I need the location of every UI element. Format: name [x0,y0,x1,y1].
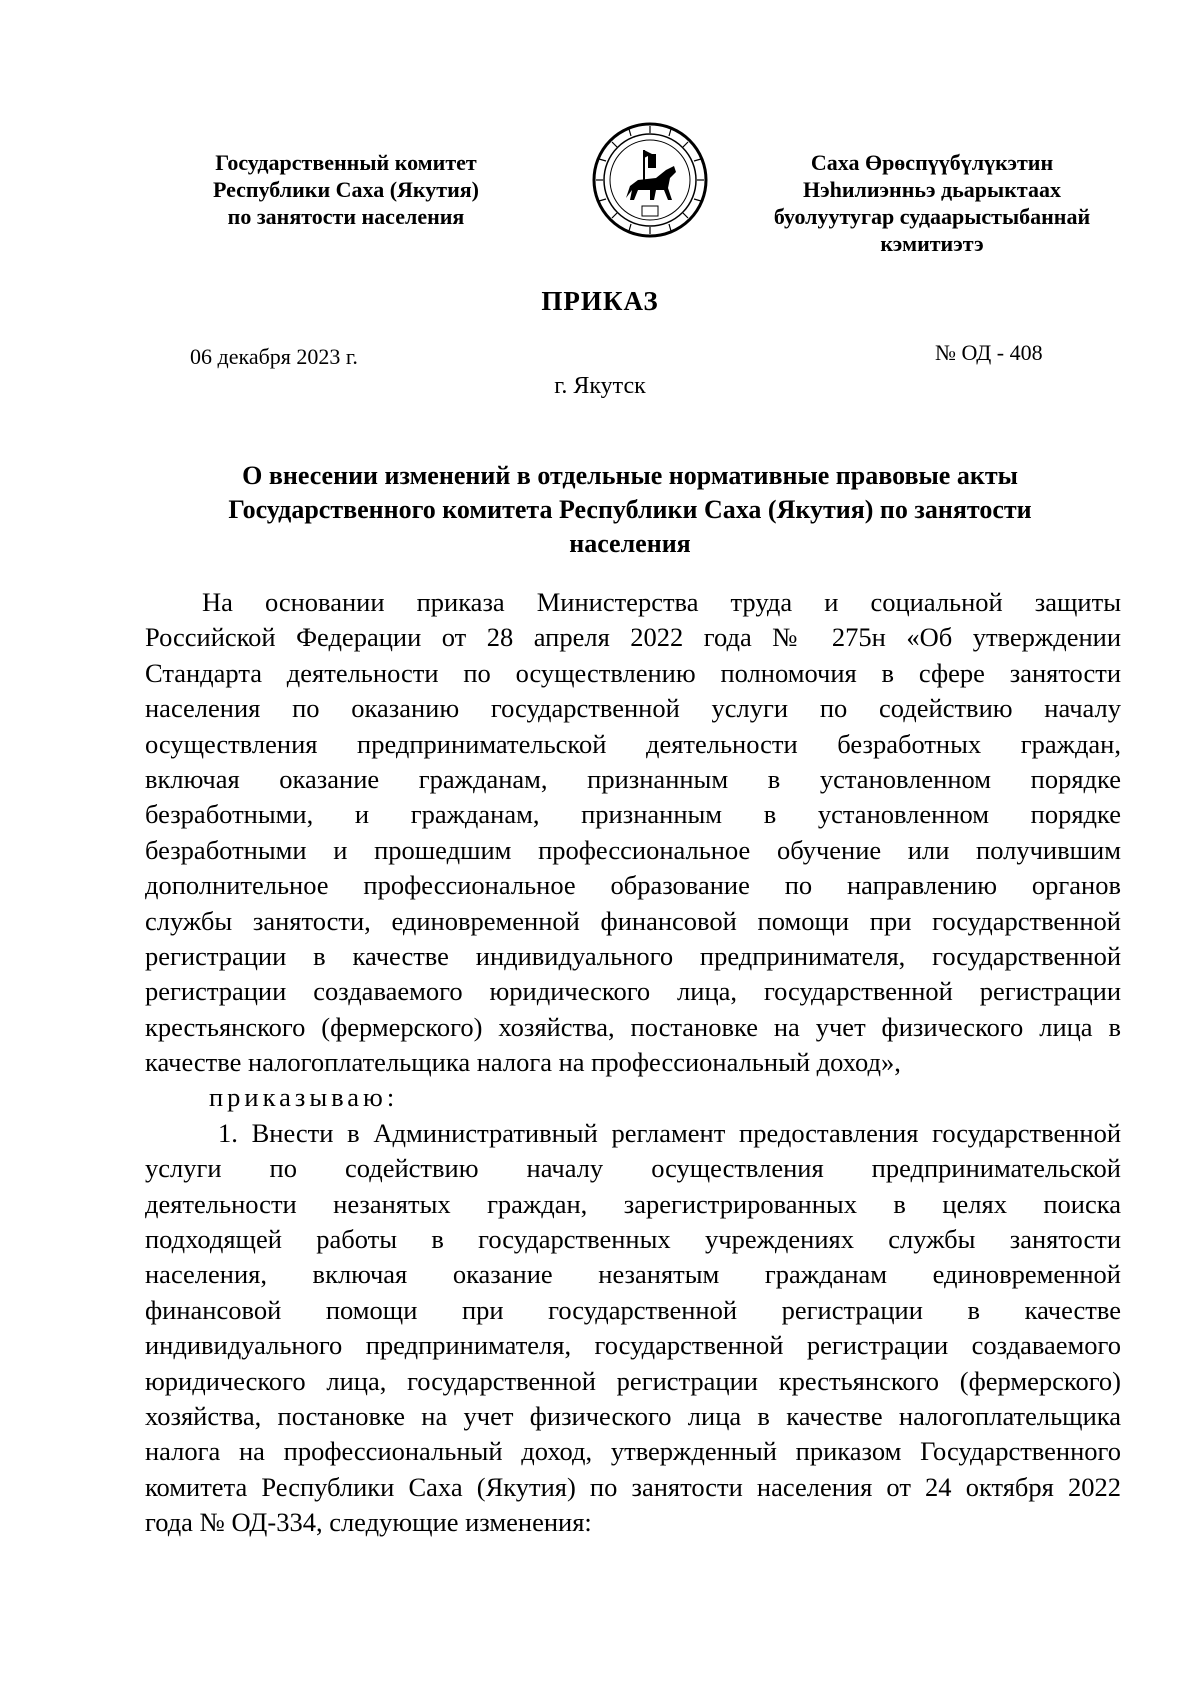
item-line: 1. Внести в Административный регламент предоставления государственной [218,1117,1121,1148]
preamble-line: безработными и прошедшим профессиональное обучение или получившим [145,834,1121,865]
issuer-name-russian [196,149,496,230]
item-line: индивидуального предпринимателя, государственной регистрации создаваемого [145,1330,1121,1361]
preamble-line: населения по оказанию государственной услуги по содействию началу [145,693,1121,724]
document-body [145,585,1121,1541]
preamble-line: Российской Федерации от 28 апреля 2022 года № 275н «Об утверждении [145,622,1121,653]
preamble-line: безработными, и гражданам, признанным в установленном порядке [145,799,1121,830]
document-heading [140,459,1120,561]
heading-line: Государственного комитета Республики Саха (Якутия) по занятости [228,495,1032,524]
item-line: деятельности незанятых граждан, зарегистрированных в целях поиска [145,1188,1121,1219]
issuer-line: Саха Өрөспүүбүлүкэтин [810,150,1054,175]
issuer-line: кэмитиэтэ [880,231,984,256]
item-line: подходящей работы в государственных учреждениях службы занятости [145,1224,1121,1255]
item-line: комитета Республики Саха (Якутия) по занятости населения от 24 октября 2022 [145,1471,1121,1502]
order-city: г. Якутск [554,373,646,399]
preamble-line: Стандарта деятельности по осуществлению полномочия в сфере занятости [145,657,1121,688]
preamble-line: крестьянского (фермерского) хозяйства, постановке на учет физического лица в [145,1011,1121,1042]
issuer-line: по занятости населения [227,204,465,229]
issuer-line: Нэһилиэнньэ дьарыктаах [803,177,1061,202]
document-type-title: ПРИКАЗ [541,286,659,316]
item-line: услуги по содействию началу осуществления предпринимательской [145,1153,1121,1184]
heading-line: О внесении изменений в отдельные нормативные правовые акты [242,461,1018,490]
item-line: года № ОД-334, следующие изменения: [145,1507,592,1538]
item-line: населения, включая оказание незанятым гражданам единовременной [145,1259,1121,1290]
issuer-line: Республики Саха (Якутия) [212,177,480,202]
heading-line: населения [569,529,691,558]
order-number: № ОД - 408 [935,340,1043,365]
preamble-line: На основании приказа Министерства труда и социальной защиты [202,587,1121,617]
sakha-republic-emblem-icon [590,120,710,240]
order-directive: приказываю: [209,1082,399,1113]
item-line: хозяйства, постановке на учет физического лица в качестве налогоплательщика [145,1400,1121,1431]
issuer-line: буолуутугар судаарыстыбаннай [773,204,1091,229]
preamble-line: регистрации создаваемого юридического лица, государственной регистрации [145,976,1121,1007]
preamble-line: качестве налогоплательщика налога на профессиональный доход», [145,1047,901,1078]
issuer-name-sakha [752,149,1112,257]
preamble-line: осуществления предпринимательской деятельности безработных граждан, [145,728,1121,759]
preamble-line: включая оказание гражданам, признанным в установленном порядке [145,763,1121,794]
item-line: юридического лица, государственной регистрации крестьянского (фермерского) [145,1365,1121,1396]
preamble-line: регистрации в качестве индивидуального предпринимателя, государственной [145,940,1121,971]
preamble-line: службы занятости, единовременной финансовой помощи при государственной [145,905,1121,936]
item-line: финансовой помощи при государственной регистрации в качестве [145,1294,1121,1325]
issuer-line: Государственный комитет [215,150,477,175]
item-line: налога на профессиональный доход, утвержденный приказом Государственного [145,1436,1121,1467]
preamble-line: дополнительное профессиональное образование по направлению органов [145,870,1121,901]
order-date: 06 декабря 2023 г. [190,344,358,369]
